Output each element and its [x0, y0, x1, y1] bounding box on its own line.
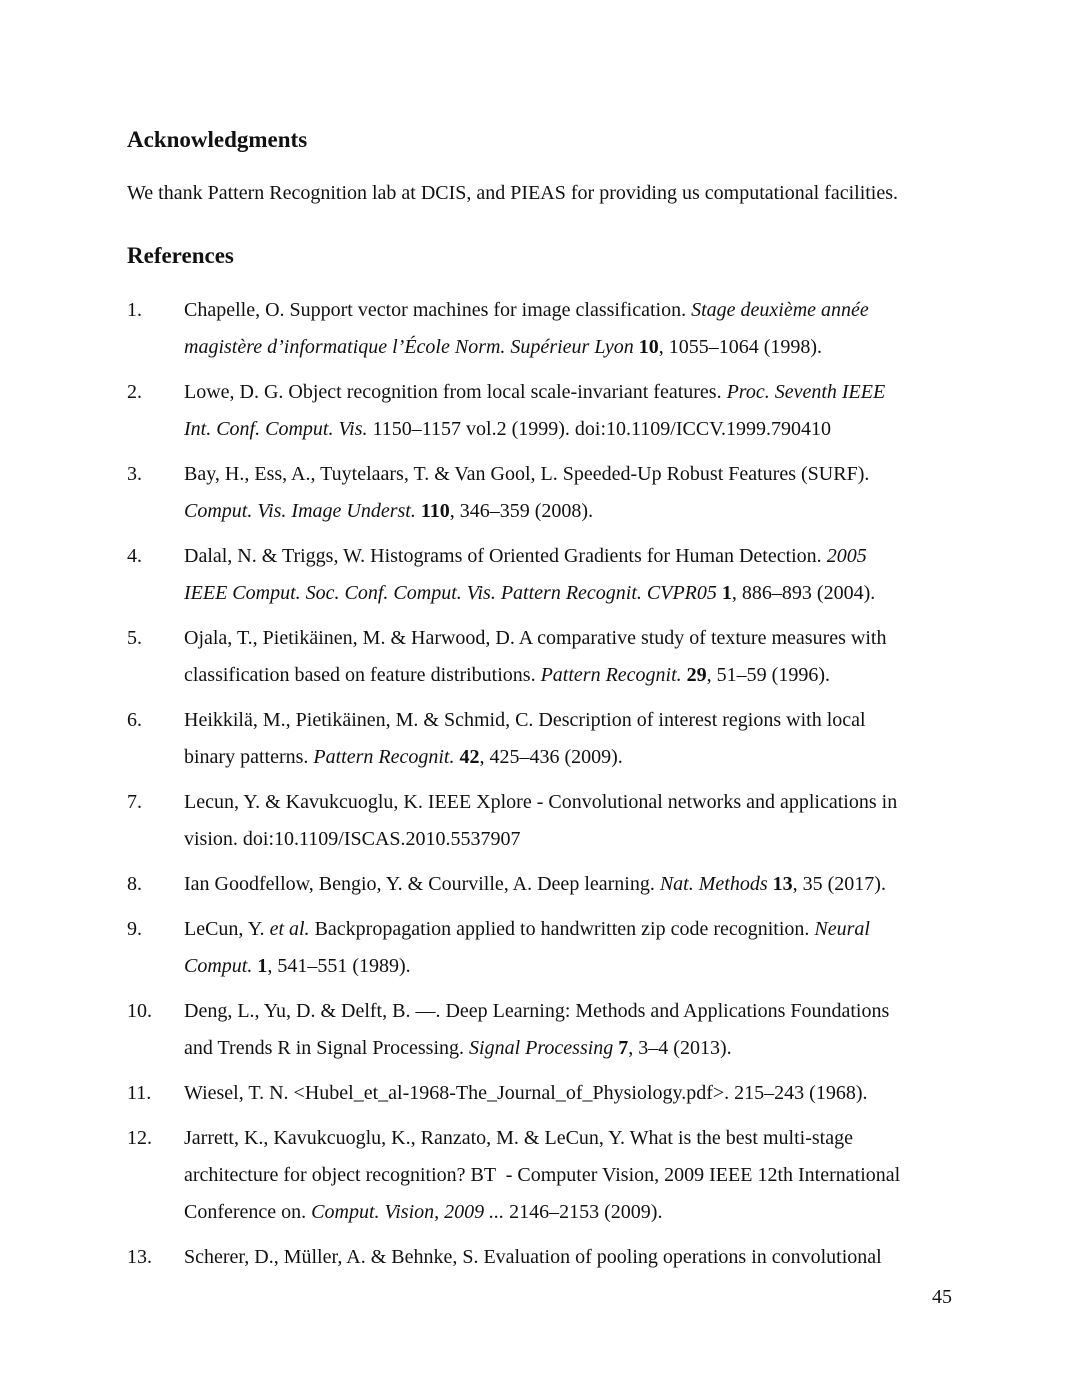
- reference-segment: architecture for object recognition? BT - Computer Vision, 2009 IEEE 12th International: [184, 1164, 901, 1186]
- reference-segment: , 425–436 (2009).: [479, 746, 623, 768]
- reference-line: [184, 702, 967, 739]
- reference-number: 7.: [127, 791, 142, 813]
- reference-item: [127, 1075, 967, 1112]
- reference-segment: Bay, H., Ess, A., Tuytelaars, T. & Van Gool, L. Speeded-Up Robust Features (SURF).: [184, 463, 870, 485]
- reference-segment: , 35 (2017).: [792, 873, 886, 895]
- reference-number: 5.: [127, 627, 142, 649]
- reference-line: [184, 784, 967, 821]
- reference-segment: Lecun, Y. & Kavukcuoglu, K. IEEE Xplore - Convolutional networks and applications in: [184, 791, 898, 813]
- reference-number: 11.: [127, 1082, 152, 1104]
- reference-text: [184, 1075, 967, 1112]
- reference-segment: Int. Conf. Comput. Vis.: [184, 418, 368, 440]
- reference-segment: , 51–59 (1996).: [706, 664, 830, 686]
- reference-segment: Pattern Recognit.: [313, 746, 455, 768]
- reference-segment: Neural: [814, 918, 870, 940]
- reference-line: [184, 866, 967, 903]
- reference-segment: 2146–2153 (2009).: [504, 1201, 663, 1223]
- reference-segment: , 541–551 (1989).: [267, 955, 411, 977]
- reference-number: 2.: [127, 381, 142, 403]
- reference-line: [184, 1075, 967, 1112]
- reference-line: [184, 620, 967, 657]
- reference-segment: , 1055–1064 (1998).: [658, 336, 823, 358]
- reference-line: [184, 1239, 967, 1276]
- reference-line: [184, 1157, 967, 1194]
- reference-segment: Chapelle, O. Support vector machines for image classification.: [184, 299, 692, 321]
- reference-segment: 42: [459, 746, 480, 768]
- reference-text: [184, 292, 967, 366]
- reference-item: [127, 1239, 967, 1276]
- reference-item: [127, 911, 967, 985]
- reference-item: [127, 993, 967, 1067]
- reference-segment: 110: [420, 500, 450, 522]
- reference-text: [184, 702, 967, 776]
- reference-text: [184, 374, 967, 448]
- reference-number: 13.: [127, 1246, 152, 1268]
- reference-segment: 2005: [826, 545, 867, 567]
- reference-text: [184, 1120, 967, 1231]
- reference-line: [184, 821, 967, 858]
- reference-line: [184, 411, 967, 448]
- reference-item: [127, 538, 967, 612]
- reference-line: [184, 911, 967, 948]
- reference-item: [127, 1120, 967, 1231]
- reference-segment: Comput. Vision, 2009 ...: [311, 1201, 505, 1223]
- reference-line: [184, 948, 967, 985]
- reference-segment: Lowe, D. G. Object recognition from local scale-invariant features.: [184, 381, 727, 403]
- reference-number: 10.: [127, 1000, 152, 1022]
- reference-segment: , 346–359 (2008).: [449, 500, 594, 522]
- reference-item: [127, 456, 967, 530]
- reference-line: [184, 1030, 967, 1067]
- reference-segment: vision. doi:10.1109/ISCAS.2010.5537907: [184, 828, 521, 850]
- reference-number: 6.: [127, 709, 142, 731]
- reference-line: [184, 292, 967, 329]
- reference-text: [184, 620, 967, 694]
- reference-line: [184, 993, 967, 1030]
- reference-line: [184, 657, 967, 694]
- page-number: 45: [932, 1286, 952, 1308]
- reference-list: [127, 292, 967, 1284]
- reference-segment: 7: [618, 1037, 629, 1059]
- reference-segment: Stage deuxième année: [691, 299, 869, 321]
- reference-line: [184, 374, 967, 411]
- reference-text: [184, 784, 967, 858]
- reference-segment: 1: [721, 582, 732, 604]
- reference-segment: et al.: [269, 918, 310, 940]
- reference-segment: , 886–893 (2004).: [731, 582, 876, 604]
- reference-segment: binary patterns.: [184, 746, 314, 768]
- reference-item: [127, 784, 967, 858]
- reference-segment: Nat. Methods: [659, 873, 768, 895]
- reference-segment: Comput.: [184, 955, 253, 977]
- reference-segment: Pattern Recognit.: [540, 664, 682, 686]
- reference-segment: Signal Processing: [469, 1037, 614, 1059]
- reference-text: [184, 1239, 967, 1276]
- reference-segment: and Trends R in Signal Processing.: [184, 1037, 470, 1059]
- reference-number: 3.: [127, 463, 142, 485]
- reference-segment: Dalal, N. & Triggs, W. Histograms of Oriented Gradients for Human Detection.: [184, 545, 827, 567]
- reference-segment: Wiesel, T. N. <Hubel_et_al-1968-The_Journal_of_Physiology.pdf>. 215–243 (1968).: [184, 1082, 868, 1104]
- reference-line: [184, 1120, 967, 1157]
- reference-text: [184, 993, 967, 1067]
- reference-segment: Comput. Vis. Image Underst.: [184, 500, 416, 522]
- reference-line: [184, 329, 967, 366]
- reference-item: [127, 620, 967, 694]
- reference-number: 1.: [127, 299, 142, 321]
- reference-segment: Backpropagation applied to handwritten zip code recognition.: [309, 918, 815, 940]
- reference-segment: Ian Goodfellow, Bengio, Y. & Courville, A. Deep learning.: [184, 873, 660, 895]
- acknowledgments-text: We thank Pattern Recognition lab at DCIS, and PIEAS for providing us computational facilities.: [127, 182, 899, 204]
- reference-line: [184, 456, 967, 493]
- reference-line: [184, 739, 967, 776]
- reference-number: 9.: [127, 918, 142, 940]
- reference-segment: 1: [257, 955, 268, 977]
- reference-item: [127, 292, 967, 366]
- reference-text: [184, 538, 967, 612]
- reference-segment: Heikkilä, M., Pietikäinen, M. & Schmid, C. Description of interest regions with local: [184, 709, 866, 731]
- reference-number: 8.: [127, 873, 142, 895]
- reference-number: 12.: [127, 1127, 152, 1149]
- reference-segment: classification based on feature distributions.: [184, 664, 541, 686]
- reference-segment: 13: [772, 873, 793, 895]
- reference-line: [184, 493, 967, 530]
- reference-line: [184, 1194, 967, 1231]
- reference-segment: Scherer, D., Müller, A. & Behnke, S. Evaluation of pooling operations in convolutional: [184, 1246, 882, 1268]
- reference-segment: , 3–4 (2013).: [628, 1037, 732, 1059]
- reference-segment: Ojala, T., Pietikäinen, M. & Harwood, D. A comparative study of texture measures with: [184, 627, 887, 649]
- reference-segment: Deng, L., Yu, D. & Delft, B. —. Deep Learning: Methods and Applications Foundations: [184, 1000, 890, 1022]
- reference-segment: 10: [638, 336, 659, 358]
- reference-item: [127, 374, 967, 448]
- reference-line: [184, 575, 967, 612]
- reference-item: [127, 866, 967, 903]
- reference-segment: Conference on.: [184, 1201, 312, 1223]
- reference-line: [184, 538, 967, 575]
- references-heading: References: [127, 243, 234, 268]
- reference-item: [127, 702, 967, 776]
- acknowledgments-heading: Acknowledgments: [127, 127, 308, 152]
- reference-text: [184, 911, 967, 985]
- reference-segment: Proc. Seventh IEEE: [726, 381, 886, 403]
- reference-segment: 29: [686, 664, 707, 686]
- reference-segment: IEEE Comput. Soc. Conf. Comput. Vis. Pattern Recognit. CVPR05: [184, 582, 717, 604]
- reference-text: [184, 456, 967, 530]
- reference-segment: LeCun, Y.: [184, 918, 270, 940]
- reference-text: [184, 866, 967, 903]
- reference-segment: 1150–1157 vol.2 (1999). doi:10.1109/ICCV.1999.790410: [367, 418, 832, 440]
- reference-segment: magistère d’informatique l’École Norm. Supérieur Lyon: [184, 336, 634, 358]
- reference-segment: Jarrett, K., Kavukcuoglu, K., Ranzato, M. & LeCun, Y. What is the best multi-stage: [184, 1127, 853, 1149]
- reference-number: 4.: [127, 545, 142, 567]
